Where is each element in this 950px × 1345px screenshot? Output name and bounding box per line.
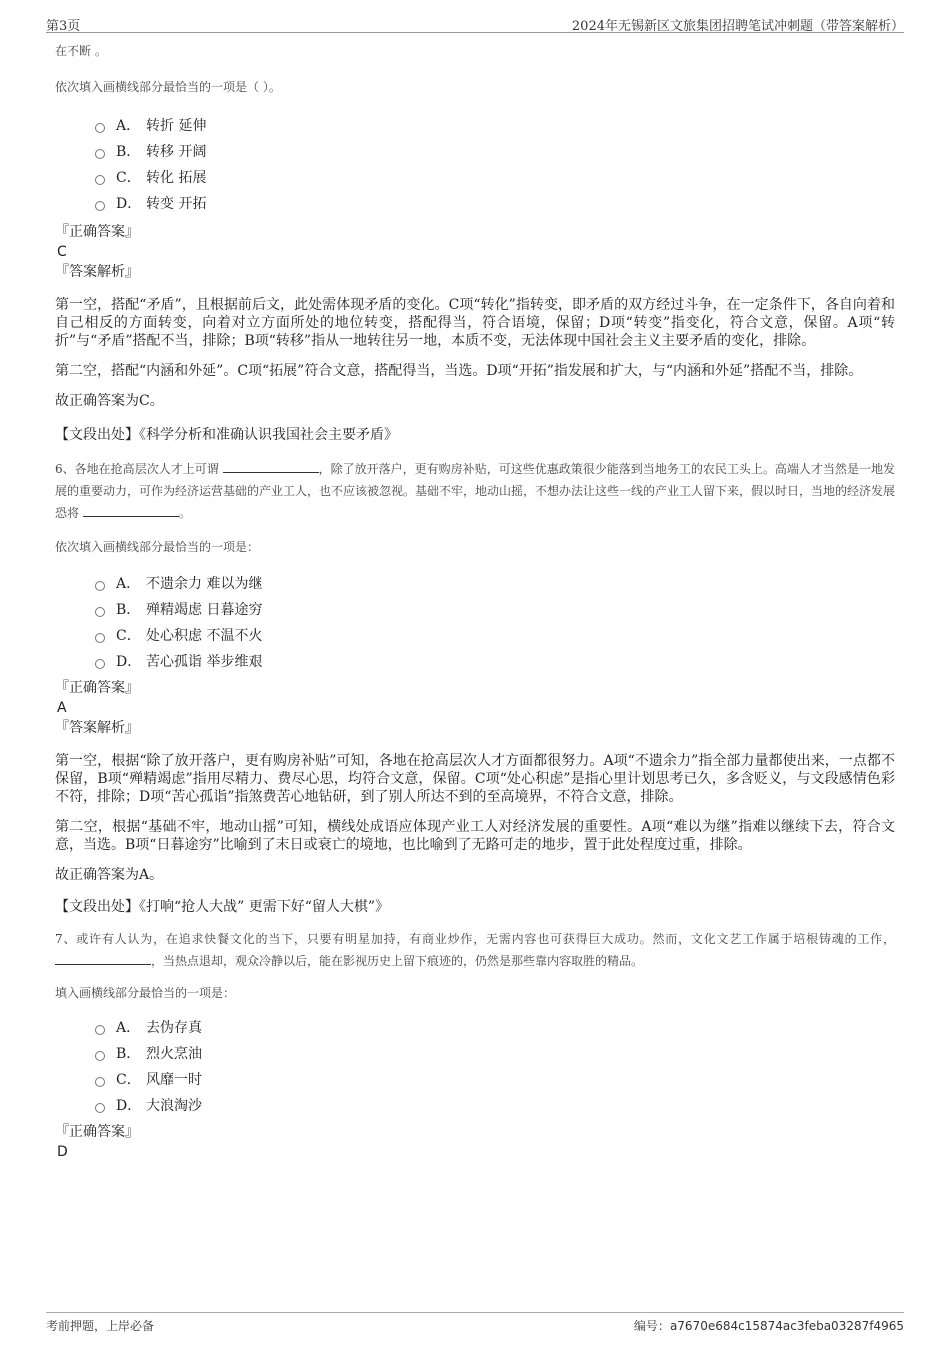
q6-answer: A <box>57 700 67 716</box>
q5-stem-tail: 在不断 。 <box>55 44 107 58</box>
q5-analysis-3: 故正确答案为C。 <box>55 393 164 409</box>
radio-icon[interactable] <box>95 659 105 669</box>
q6-analysis-2: 第二空，根据“基础不牢，地动山摇”可知，横线处成语应体现产业工人对经济发展的重要性。A项“难以为继”指难以继续下去，符合文意，当选。B项“日暮途穷”比喻到了末日或衰亡的境地，也比喻到了无路可走的地步，置于此处程度过重，排除。 <box>55 819 895 853</box>
q6-option-d[interactable]: D． 苦心孤诣 举步维艰 <box>95 648 895 674</box>
q7-stem: 7、或许有人认为，在追求快餐文化的当下，只要有明星加持，有商业炒作，无需内容也可获得巨大成功。然而，文化文艺工作属于培根铸魂的工作，，当热点退却，观众冷静以后，能在影视历史上留下痕迹的，仍然是那些靠内容取胜的精品。 <box>55 932 895 968</box>
blank-line <box>83 504 179 517</box>
q5-analysis-label: 『答案解析』 <box>55 264 139 280</box>
q7-option-b[interactable]: B． 烈火烹油 <box>95 1040 895 1066</box>
radio-icon[interactable] <box>95 175 105 185</box>
page-content <box>55 40 895 1162</box>
radio-icon[interactable] <box>95 633 105 643</box>
q5-option-d[interactable]: D． 转变 开拓 <box>95 190 895 216</box>
q5-analysis-1: 第一空，搭配“矛盾”，且根据前后文，此处需体现矛盾的变化。C项“转化”指转变，即矛盾的双方经过斗争，在一定条件下，各自向着和自己相反的方面转变，向着对立方面所处的地位转变，搭配得当，符合语境，保留；D项“转变”指变化，符合文意，保留。A项“转折”与“矛盾”搭配不当，排除；B项“转移”指从一地转往另一地，本质不变，无法体现中国社会主义主要矛盾的变化，排除。 <box>55 297 895 349</box>
page-footer <box>46 1312 904 1337</box>
q7-answer-label: 『正确答案』 <box>55 1124 139 1140</box>
q7-option-d[interactable]: D． 大浪淘沙 <box>95 1092 895 1118</box>
q7-prompt: 填入画横线部分最恰当的一项是： <box>55 986 236 1000</box>
radio-icon[interactable] <box>95 1077 105 1087</box>
q6-options <box>95 558 895 674</box>
radio-icon[interactable] <box>95 581 105 591</box>
q5-option-b[interactable]: B． 转移 开阔 <box>95 138 895 164</box>
q6-analysis-label: 『答案解析』 <box>55 720 139 736</box>
q6-option-c[interactable]: C． 处心积虑 不温不火 <box>95 622 895 648</box>
radio-icon[interactable] <box>95 201 105 211</box>
radio-icon[interactable] <box>95 607 105 617</box>
q6-source: 【文段出处】《打响“抢人大战” 更需下好“留人大棋”》 <box>55 899 390 915</box>
page-number: 第3页 <box>46 19 81 34</box>
q7-options <box>95 1004 895 1118</box>
radio-icon[interactable] <box>95 149 105 159</box>
q5-prompt: 依次填入画横线部分最恰当的一项是（ ）。 <box>55 80 281 94</box>
q7-answer: D <box>57 1144 68 1160</box>
footer-slogan: 考前押题，上岸必备 <box>46 1319 155 1333</box>
radio-icon[interactable] <box>95 1025 105 1035</box>
q6-option-a[interactable]: A． 不遗余力 难以为继 <box>95 570 895 596</box>
q5-option-c[interactable]: C． 转化 拓展 <box>95 164 895 190</box>
q6-option-b[interactable]: B． 殚精竭虑 日暮途穷 <box>95 596 895 622</box>
radio-icon[interactable] <box>95 1103 105 1113</box>
q5-analysis-2: 第二空，搭配“内涵和外延”。C项“拓展”符合文意，搭配得当，当选。D项“开拓”指发展和扩大，与“内涵和外延”搭配不当，排除。 <box>55 363 863 379</box>
q7-option-a[interactable]: A． 去伪存真 <box>95 1014 895 1040</box>
q5-source: 【文段出处】《科学分析和准确认识我国社会主要矛盾》 <box>55 427 398 443</box>
radio-icon[interactable] <box>95 1051 105 1061</box>
q6-prompt: 依次填入画横线部分最恰当的一项是： <box>55 540 260 554</box>
q5-option-a[interactable]: A． 转折 延伸 <box>95 112 895 138</box>
q6-analysis-1: 第一空，根据“除了放开落户，更有购房补贴”可知，各地在抢高层次人才方面都很努力。A项“不遗余力”指全部力量都使出来，一点都不保留，B项“殚精竭虑”指用尽精力、费尽心思，均符合文意，保留。C项“处心积虑”是指心里计划思考已久，多含贬义，与文段感情色彩不符，排除；D项“苦心孤诣”指煞费苦心地钻研，到了别人所达不到的至高境界，不符合文意，排除。 <box>55 753 895 805</box>
q5-options <box>95 98 895 216</box>
q7-option-c[interactable]: C． 风靡一时 <box>95 1066 895 1092</box>
footer-code: 编号：a7670e684c15874ac3feba03287f4965 <box>633 1319 904 1333</box>
q5-answer: C <box>57 244 67 260</box>
q6-stem: 6、各地在抢高层次人才上可谓 ，除了放开落户，更有购房补贴，可这些优惠政策很少能落到当地务工的农民工头上。高端人才当然是一地发展的重要动力，可作为经济运营基础的产业工人，也不应该被忽视。基础不牢，地动山摇，不想办法让这些一线的产业工人留下来，假以时日，当地的经济发展恐将 。 <box>55 462 896 520</box>
q6-analysis-3: 故正确答案为A。 <box>55 867 164 883</box>
blank-line <box>223 460 319 473</box>
page-header <box>46 12 904 33</box>
blank-line <box>55 952 151 965</box>
q6-answer-label: 『正确答案』 <box>55 680 139 696</box>
radio-icon[interactable] <box>95 123 105 133</box>
document-title: 2024年无锡新区文旅集团招聘笔试冲刺题（带答案解析） <box>571 19 904 34</box>
q5-answer-label: 『正确答案』 <box>55 224 139 240</box>
